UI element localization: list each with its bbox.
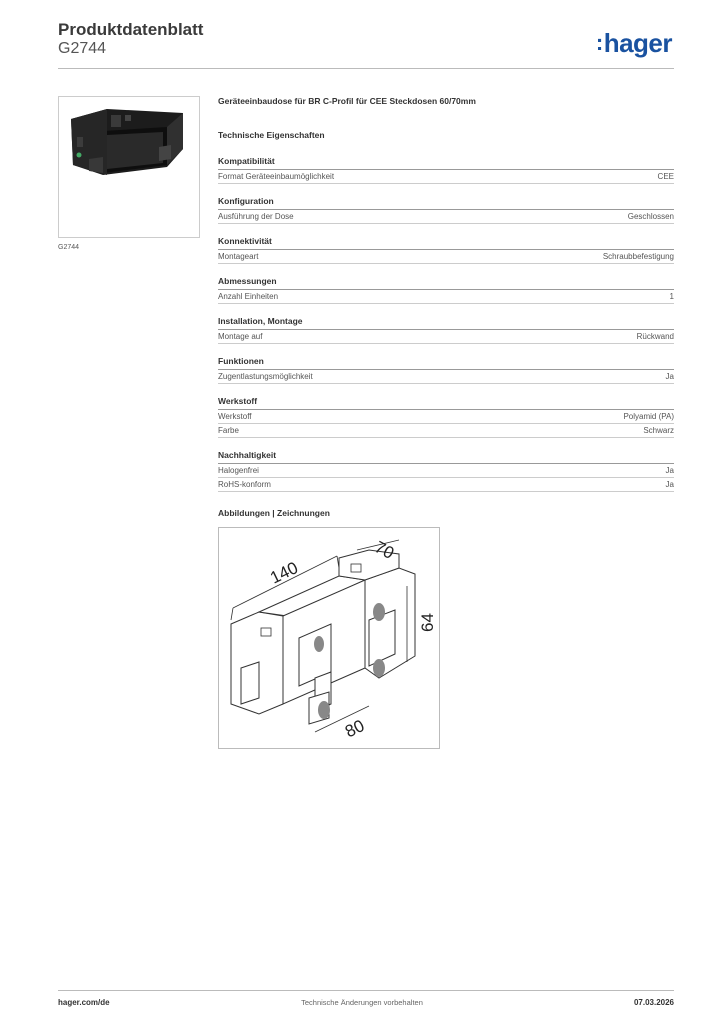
footer-date: 07.03.2026 (633, 998, 674, 1007)
dimension-width: 80 (342, 715, 368, 742)
product-code: G2744 (58, 40, 107, 57)
property-value: Rückwand (636, 332, 674, 341)
photo-caption: G2744 (58, 244, 80, 251)
property-value: Geschlossen (627, 212, 674, 221)
property-row (218, 330, 674, 344)
device-box-photo-icon (59, 97, 199, 237)
property-row (218, 478, 674, 492)
section-title: Konfiguration (218, 196, 674, 210)
property-label: Anzahl Einheiten (218, 292, 279, 301)
property-row (218, 370, 674, 384)
property-row (218, 170, 674, 184)
property-row (218, 424, 674, 438)
section-title: Konnektivität (218, 236, 674, 250)
hager-logo[interactable] (596, 28, 672, 59)
property-row (218, 210, 674, 224)
property-value: CEE (657, 172, 674, 181)
section-title: Werkstoff (218, 396, 674, 410)
property-section (218, 450, 674, 492)
property-label: Halogenfrei (218, 466, 259, 475)
property-section (218, 276, 674, 304)
property-label: Farbe (218, 426, 239, 435)
technical-properties-heading: Technische Eigenschaften (218, 130, 325, 140)
property-label: Montage auf (218, 332, 263, 341)
dimension-depth: 70 (371, 537, 398, 564)
property-row (218, 464, 674, 478)
footer-divider (58, 990, 674, 991)
document-title: Produktdatenblatt (58, 20, 204, 39)
section-title: Abmessungen (218, 276, 674, 290)
footer-notice: Technische Änderungen vorbehalten (301, 998, 423, 1007)
property-value: Schraubbefestigung (602, 252, 674, 261)
dimension-drawing-icon (219, 528, 439, 748)
property-label: Ausführung der Dose (218, 212, 294, 221)
property-label: Werkstoff (218, 412, 252, 421)
figures-heading: Abbildungen | Zeichnungen (218, 508, 330, 518)
property-section (218, 316, 674, 344)
logo-text: hager (603, 28, 672, 58)
product-title: Geräteeinbaudose für BR C-Profil für CEE Steckdosen 60/70mm (218, 96, 476, 106)
properties-table (218, 156, 674, 492)
section-title: Installation, Montage (218, 316, 674, 330)
product-details (218, 96, 674, 492)
property-row (218, 410, 674, 424)
property-label: Format Geräteeinbaumöglichkeit (218, 172, 335, 181)
property-value: Ja (665, 466, 674, 475)
property-label: Zugentlastungsmöglichkeit (218, 372, 313, 381)
property-section (218, 236, 674, 264)
section-title: Funktionen (218, 356, 674, 370)
section-title: Nachhaltigkeit (218, 450, 674, 464)
property-value: Ja (665, 480, 674, 489)
product-photo (58, 96, 200, 238)
dimension-drawing (218, 527, 440, 749)
logo-dots-icon: : (595, 30, 603, 55)
property-value: 1 (669, 292, 674, 301)
property-section (218, 196, 674, 224)
property-section (218, 356, 674, 384)
section-title: Kompatibilität (218, 156, 674, 170)
property-row (218, 290, 674, 304)
property-value: Ja (665, 372, 674, 381)
page-header (58, 20, 674, 58)
property-value: Polyamid (PA) (623, 412, 674, 421)
dimension-height: 64 (418, 613, 437, 632)
property-value: Schwarz (643, 426, 674, 435)
property-section (218, 396, 674, 438)
property-row (218, 250, 674, 264)
property-label: Montageart (218, 252, 259, 261)
dimension-length: 140 (267, 558, 302, 588)
footer-website-link[interactable]: hager.com/de (58, 998, 110, 1007)
header-divider (58, 68, 674, 69)
property-section (218, 156, 674, 184)
property-label: RoHS-konform (218, 480, 271, 489)
